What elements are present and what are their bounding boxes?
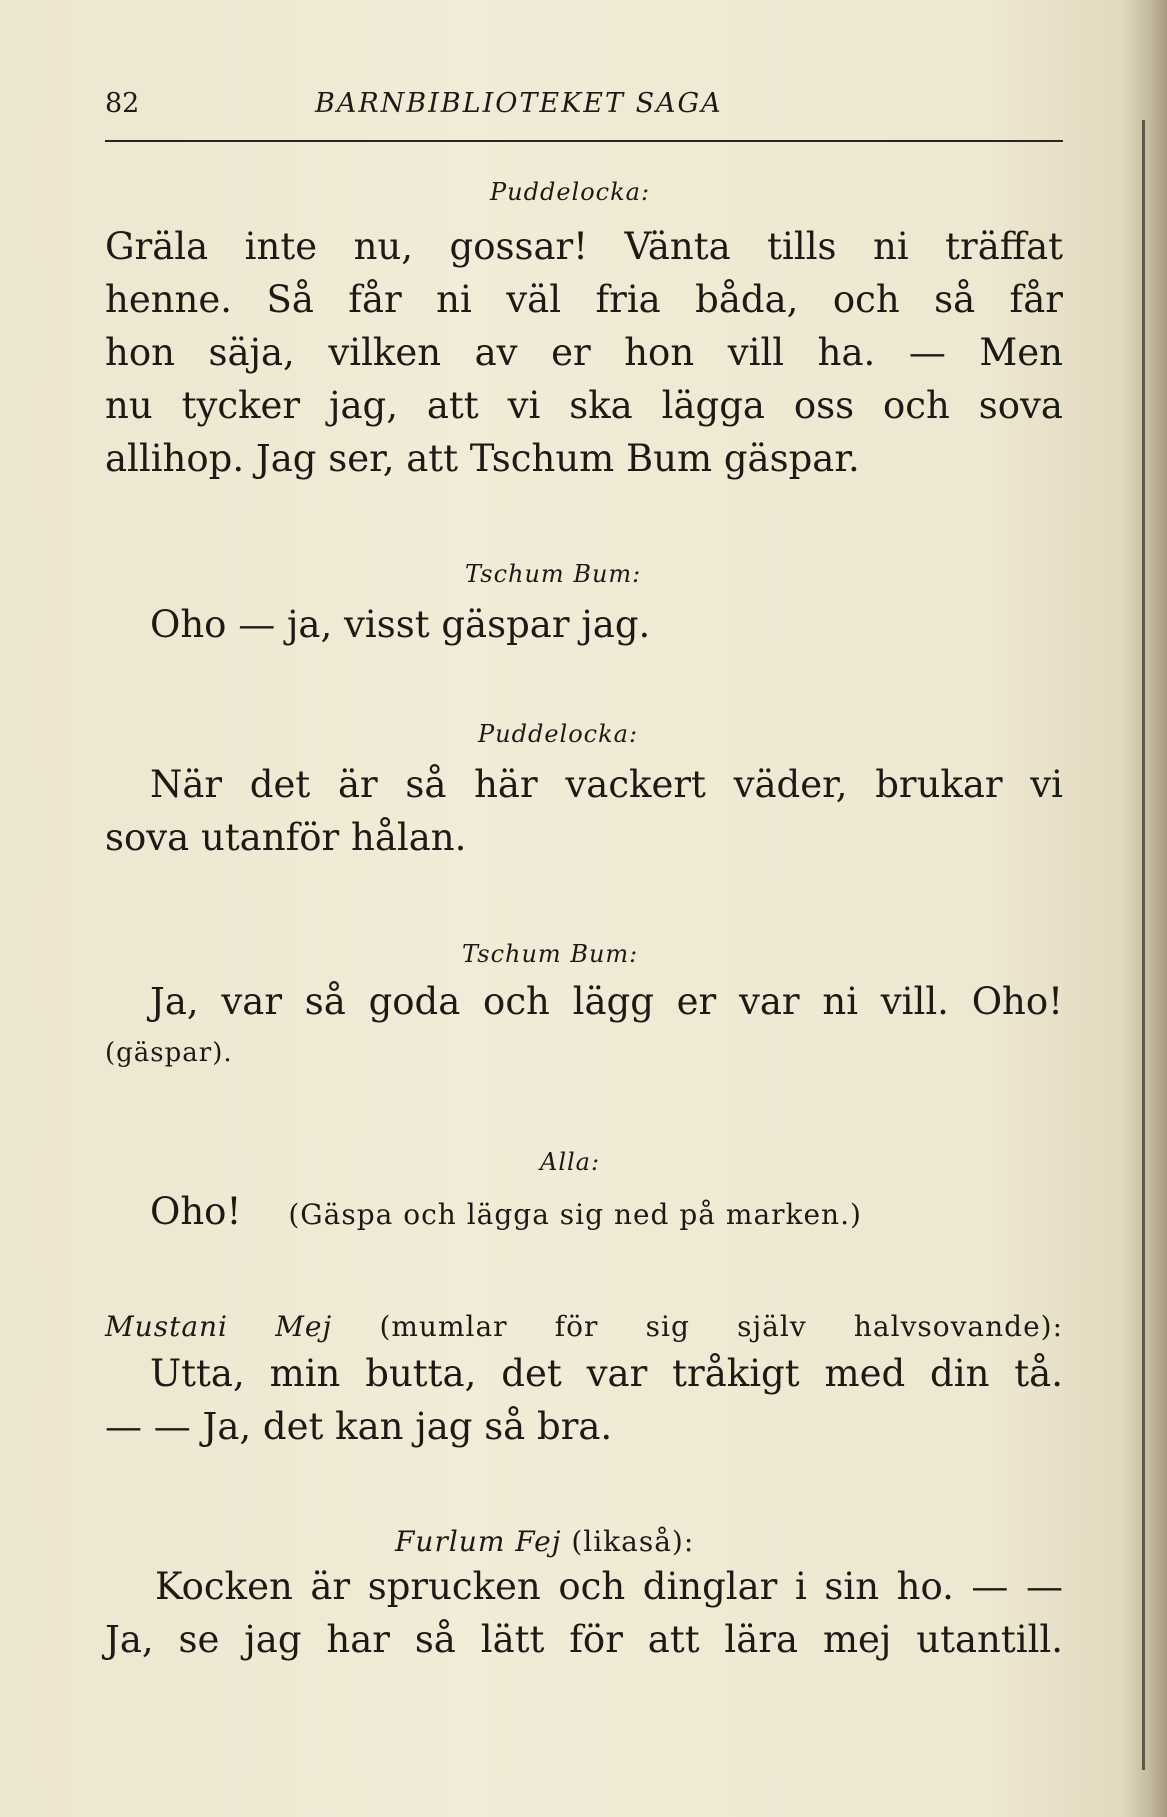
dialogue-line: nu tycker jag, att vi ska lägga oss och sova [105, 384, 1063, 427]
dialogue-line: Ja, var så goda och lägg er var ni vill. Oho! [150, 980, 1063, 1023]
stage-direction: (gäspar). [105, 1038, 233, 1068]
dialogue-line: Ja, se jag har så lätt för att lära mej utantill. [105, 1618, 1063, 1661]
page-number: 82 [105, 88, 140, 119]
dialogue-line: henne. Så får ni väl fria båda, och så får [105, 278, 1063, 321]
speaker-line [395, 1525, 895, 1558]
page-header [105, 88, 1063, 128]
page-binding-line [1142, 120, 1145, 1770]
speaker-name: Tschum Bum: [462, 940, 639, 968]
dialogue-line: Gräla inte nu, gossar! Vänta tills ni träffat [105, 225, 1063, 268]
speaker-name: Alla: [540, 1148, 601, 1176]
header-rule [105, 140, 1063, 142]
running-title: BARNBIBLIOTEKET SAGA [315, 88, 723, 119]
stage-direction: (Gäspa och lägga sig ned på marken.) [288, 1198, 862, 1231]
dialogue-line: Oho — ja, visst gäspar jag. [150, 603, 651, 646]
speaker-name: Puddelocka: [478, 720, 639, 748]
exclamation: Oho! [150, 1190, 242, 1233]
dialogue-line: allihop. Jag ser, att Tschum Bum gäspar. [105, 437, 860, 480]
dialogue-line [150, 1190, 1063, 1233]
dialogue-line: När det är så här vackert väder, brukar vi [150, 763, 1063, 806]
speaker-name: Mustani Mej [105, 1310, 333, 1343]
speaker-note: (likaså): [571, 1525, 695, 1558]
speaker-line [105, 1310, 1063, 1343]
speaker-name: Tschum Bum: [465, 560, 642, 588]
dialogue-line: Kocken är sprucken och dinglar i sin ho. — — [155, 1565, 1063, 1608]
speaker-note: (mumlar för sig själv halvsovande): [379, 1310, 1064, 1343]
dialogue-line: Utta, min butta, det var tråkigt med din tå. [150, 1352, 1063, 1395]
speaker-name: Furlum Fej [395, 1525, 562, 1558]
dialogue-line: — — Ja, det kan jag så bra. [105, 1405, 613, 1448]
speaker-name: Puddelocka: [490, 178, 651, 206]
dialogue-line: hon säja, vilken av er hon vill ha. — Men [105, 331, 1063, 374]
page-binding-shadow [1123, 0, 1167, 1817]
dialogue-line: sova utanför hålan. [105, 816, 467, 859]
